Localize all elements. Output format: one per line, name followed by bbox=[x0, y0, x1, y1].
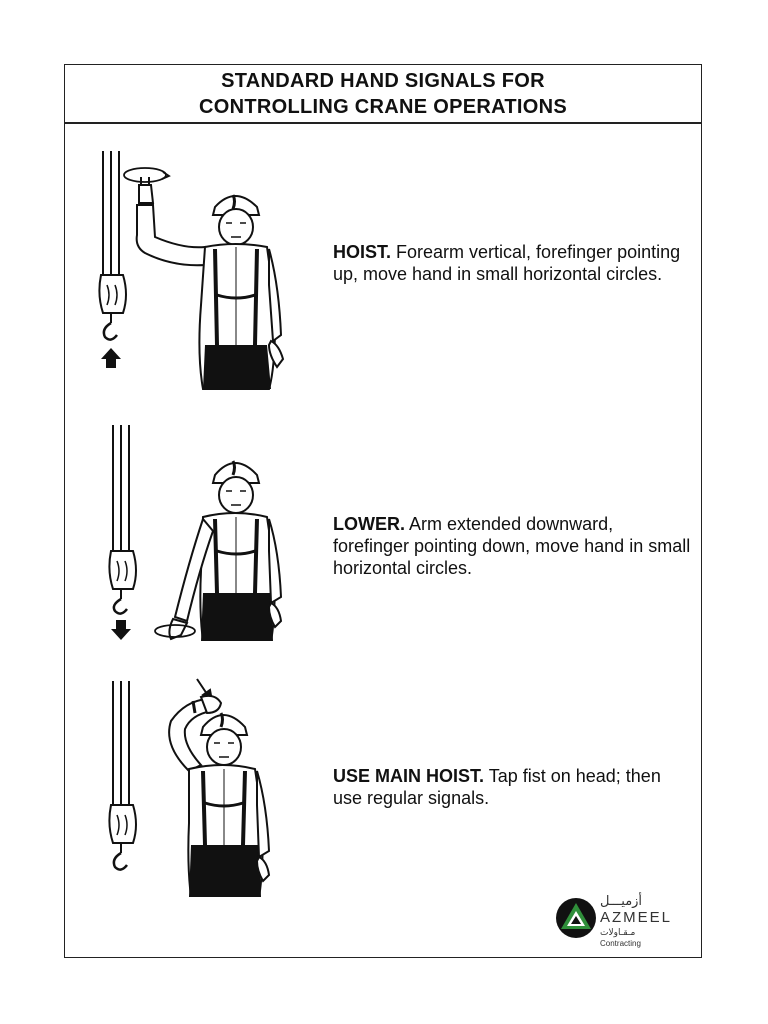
logo-arabic-sub: مـقـاولات bbox=[600, 927, 636, 937]
title-line-2: CONTROLLING CRANE OPERATIONS bbox=[198, 96, 568, 118]
hoist-figure bbox=[93, 145, 323, 390]
lower-signal bbox=[333, 513, 693, 579]
title-line-1: STANDARD HAND SIGNALS FOR bbox=[221, 70, 545, 92]
use-main-hoist-signal-description: Tap fist on head; then use regular signals. bbox=[333, 766, 661, 808]
crane-hook-icon bbox=[109, 425, 136, 614]
hoist-signal-description: Forearm vertical, forefinger pointing up, move hand in small horizontal circles. bbox=[333, 242, 681, 284]
crane-hook-icon bbox=[99, 151, 126, 340]
lower-figure bbox=[103, 421, 333, 641]
crane-hook-icon bbox=[109, 681, 136, 870]
azmeel-logo-icon bbox=[555, 897, 597, 939]
lower-signal-description: Arm extended downward, forefinger pointing down, move hand in small horizontal circles. bbox=[333, 514, 691, 578]
lower-signal-name: LOWER. bbox=[333, 514, 405, 534]
hoist-signal bbox=[333, 241, 693, 285]
hoist-signal-name: HOIST. bbox=[333, 242, 392, 262]
use-main-hoist-figure bbox=[103, 675, 333, 897]
chart-header bbox=[65, 65, 701, 124]
down-arrow-icon bbox=[111, 620, 131, 640]
logo-name: AZMEEL bbox=[600, 909, 673, 926]
azmeel-logo bbox=[555, 893, 695, 955]
use-main-hoist-signal-name: USE MAIN HOIST. bbox=[333, 766, 485, 786]
logo-arabic-name: أزميـــل bbox=[600, 893, 643, 908]
signal-chart-frame bbox=[64, 64, 702, 958]
use-main-hoist-signal bbox=[333, 765, 693, 809]
logo-sub: Contracting bbox=[600, 939, 641, 948]
up-arrow-icon bbox=[101, 348, 121, 368]
